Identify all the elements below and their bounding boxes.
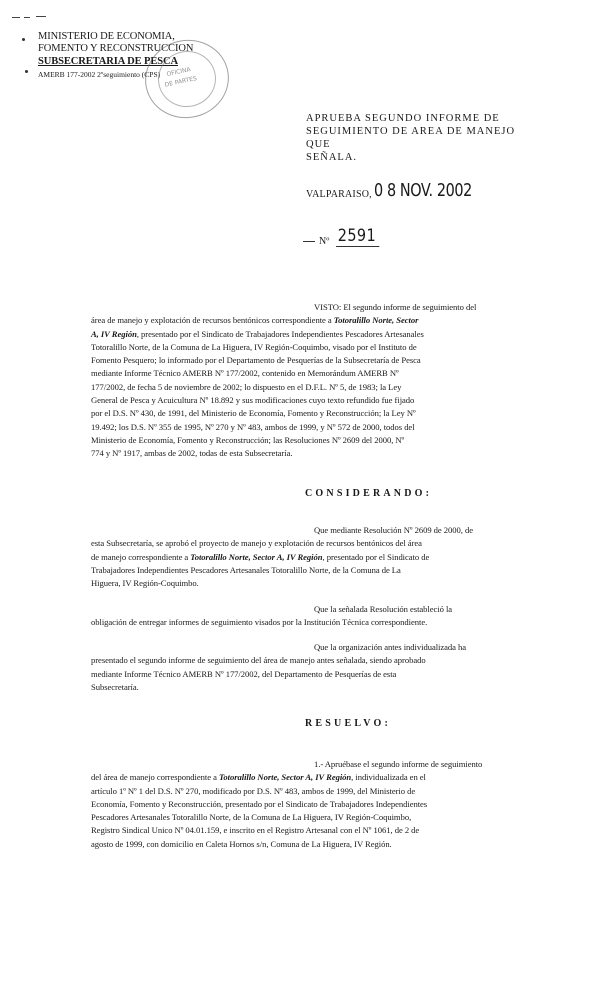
resuelvo-line: 1.- Apruébase el segundo informe de seguimiento [314, 759, 483, 769]
considerando-line: esta Subsecretaría, se aprobó el proyecto de manejo y explotación de recursos bentónicos del área [91, 538, 422, 549]
visto-line: A, IV Región, presentado por el Sindicato de Trabajadores Independientes Pescadores Artesanales [91, 328, 424, 339]
considerando-line: Higuera, IV Región-Coquimbo. [91, 578, 199, 589]
stamp-text-2: DE PARTES [164, 75, 198, 89]
considerando-1 [91, 524, 522, 590]
resuelvo-line: Pescadores Artesanales Totoralillo Norte, de la Comuna de La Higuera, IV Región-Coquimbo, [91, 812, 412, 823]
visto-line: área de manejo y explotación de recursos bentónicos correspondiente a Totoralillo Norte, Sector [91, 315, 419, 326]
considerando-heading: CONSIDERANDO: [305, 488, 433, 499]
title-line-3: SEÑALA. [306, 152, 358, 163]
considerando-line: Subsecretaría. [91, 681, 139, 692]
title-line-1: APRUEBA SEGUNDO INFORME DE [306, 113, 500, 124]
considerando-line: Que la organización antes individualizada ha [314, 642, 467, 652]
scan-dot [22, 38, 25, 41]
resuelvo-1 [91, 758, 522, 851]
visto-line: por el D.S. Nº 430, de 1991, del Ministerio de Economía, Fomento y Reconstrucción; la Ley Nº [91, 408, 416, 419]
considerando-line: presentado el segundo informe de seguimiento del área de manejo antes señalada, siendo aprobado [91, 655, 426, 666]
area-name: Totoralillo Norte, Sector A, IV Región [190, 551, 323, 562]
visto-line: mediante Informe Técnico AMERB Nº 177/2002, contenido en Memorándum AMERB Nº [91, 368, 399, 379]
considerando-line: mediante Informe Técnico AMERB Nº 177/2002, del Departamento de Pesquerías de esta [91, 668, 397, 679]
scan-mark [12, 17, 20, 18]
considerando-3 [91, 641, 522, 694]
title-line-2: SEGUIMIENTO DE AREA DE MANEJO QUE [306, 126, 516, 150]
area-name: Totoralillo Norte, Sector [333, 315, 419, 326]
visto-line: Totoralillo Norte, de la Comuna de La Higuera, IV Región-Coquimbo, visado por el Instituto de [91, 341, 417, 352]
considerando-line: Que mediante Resolución Nº 2609 de 2000, de [314, 525, 473, 535]
ministry-line-1: MINISTERIO DE ECONOMIA, [38, 31, 175, 42]
scan-mark [36, 16, 46, 17]
reference-code: AMERB 177-2002 2ºseguimiento (CPS) [38, 70, 161, 79]
visto-line: VISTO: El segundo informe de seguimiento del [314, 302, 477, 312]
date-place: VALPARAISO, [306, 189, 372, 200]
considerando-line: obligación de entregar informes de seguimiento visados por la Institución Técnica correspondiente. [91, 617, 428, 628]
visto-line: General de Pesca y Acuicultura Nº 18.892 y sus modificaciones cuyo texto refundido fue fijado [91, 395, 415, 406]
area-region: A, IV Región [91, 328, 137, 339]
visto-line: 774 y Nº 1917, ambas de 2002, todas de esta Subsecretaría. [91, 448, 293, 459]
document-title [306, 112, 531, 164]
visto-line: 177/2002, de fecha 5 de noviembre de 2002; lo dispuesto en el D.F.L. Nº 5, de 1983; la Ley [91, 381, 402, 392]
considerando-line: de manejo correspondiente a Totoralillo Norte, Sector A, IV Región, presentado por el Sindicato de [91, 551, 430, 562]
number-label: Nº [319, 236, 330, 247]
subsecretaria-title: SUBSECRETARIA DE PESCA [38, 56, 178, 67]
resuelvo-line: Registro Sindical Unico Nº 04.01.159, e inscrito en el Registro Artesanal con el Nº 1061, de 2 de [91, 825, 420, 836]
resuelvo-line: artículo 1º Nº 1 del D.S. Nº 270, modificado por D.S. Nº 483, ambos de 1999, del Ministerio de [91, 785, 416, 796]
date-value: 0 8 NOV. 2002 [374, 180, 472, 201]
considerando-line: Que la señalada Resolución estableció la [314, 604, 453, 614]
resuelvo-heading: RESUELVO: [305, 718, 392, 729]
visto-paragraph [91, 301, 522, 461]
resuelvo-line: agosto de 1999, con domicilio en Caleta Hornos s/n, Comuna de La Higuera, IV Región. [91, 838, 392, 849]
visto-line: Fomento Pesquero; lo informado por el Departamento de Pesquerías de la Subsecretaría de Pesca [91, 355, 421, 366]
visto-line: Ministerio de Economía, Fomento y Reconstrucción; las Resoluciones Nº 2609 del 2000, Nº [91, 434, 405, 445]
visto-line: 19.492; los D.S. Nº 355 de 1995, Nº 270 y Nº 483, ambos de 1999, y Nº 572 de 2000, todos del [91, 421, 415, 432]
resuelvo-line: del área de manejo correspondiente a Totoralillo Norte, Sector A, IV Región, individualizada en el [91, 772, 426, 783]
scan-mark [24, 17, 30, 18]
number-dash [303, 241, 315, 242]
considerando-line: Trabajadores Independientes Pescadores Artesanales Totoralillo Norte, de la Comuna de La [91, 564, 401, 575]
area-name: Totoralillo Norte, Sector A, IV Región [218, 772, 352, 783]
scan-dot [25, 70, 28, 73]
resolution-number: 2591 [336, 226, 380, 247]
stamp-text-1: OFICINA [165, 66, 192, 79]
ministry-line-2: FOMENTO Y RECONSTRUCCION [38, 43, 194, 54]
resuelvo-line: Economía, Fomento y Reconstrucción, presentado por el Sindicato de Trabajadores Independientes [91, 798, 428, 809]
considerando-2 [91, 603, 522, 630]
